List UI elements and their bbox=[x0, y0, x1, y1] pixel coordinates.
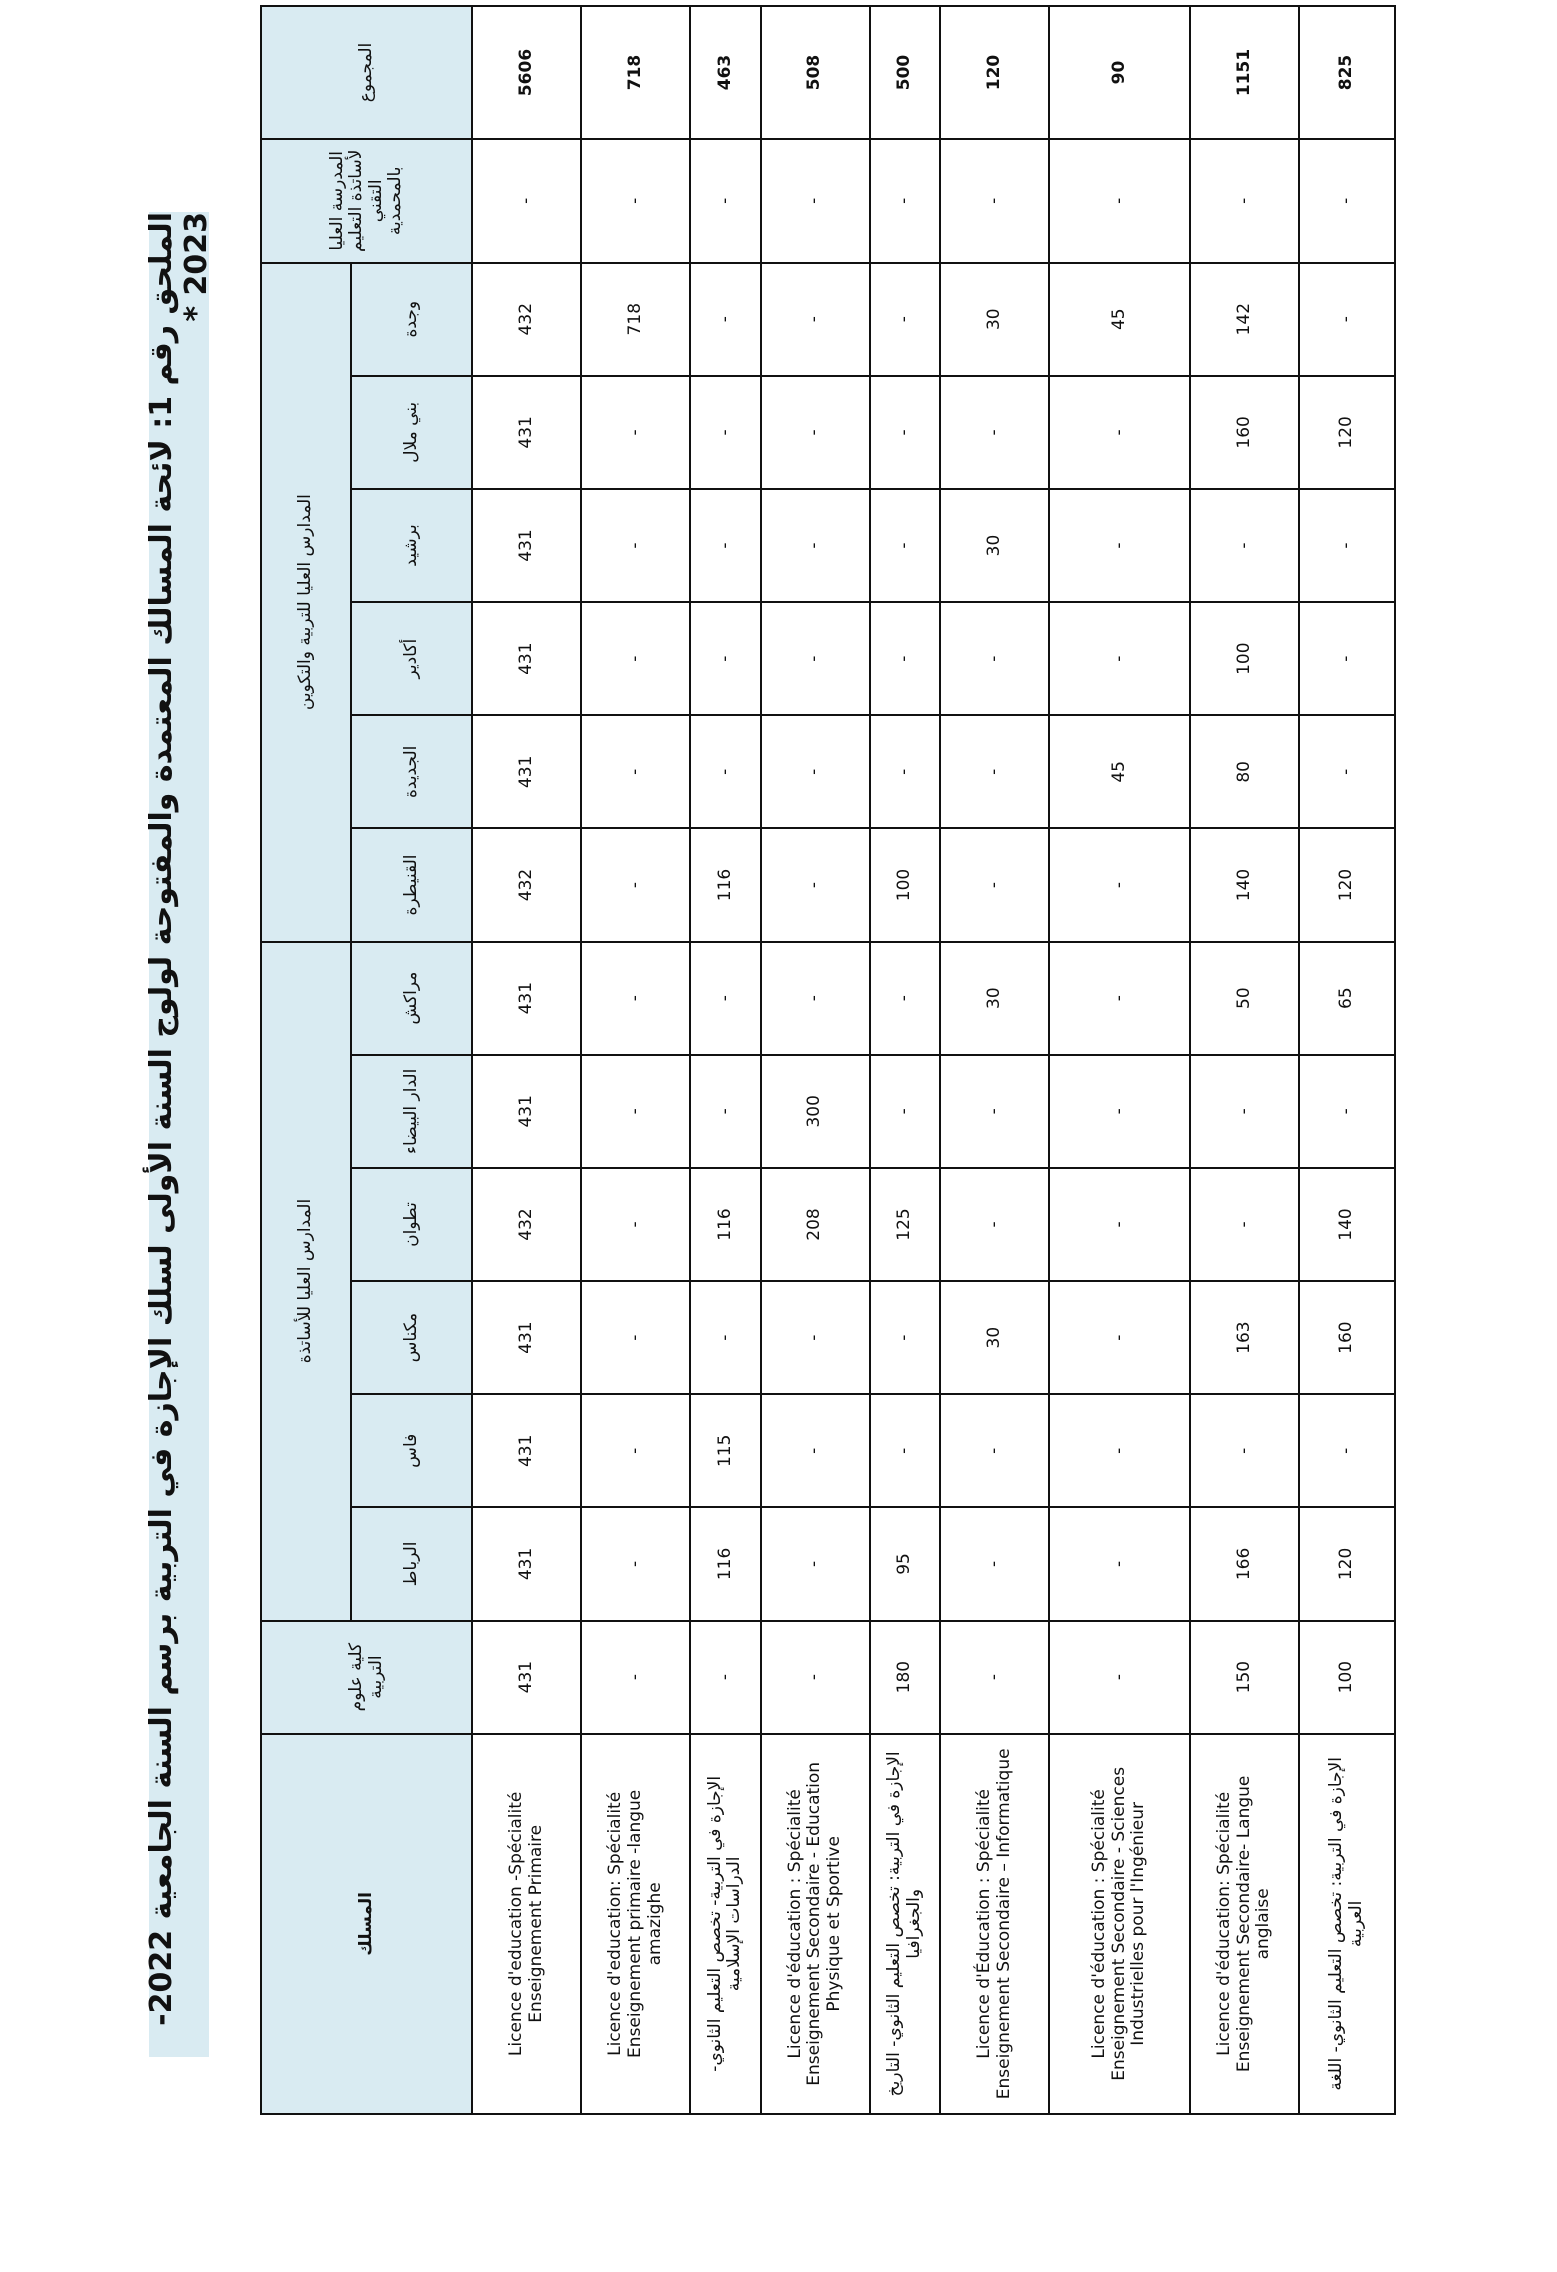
row-training-value: 432 bbox=[472, 263, 581, 376]
table-row bbox=[472, 6, 581, 2114]
row-training-value: 142 bbox=[1190, 263, 1299, 376]
row-training-value: - bbox=[761, 828, 870, 941]
row-training-value: - bbox=[1049, 828, 1190, 941]
row-training-value: 80 bbox=[1190, 715, 1299, 828]
row-technical-school: - bbox=[1299, 139, 1395, 263]
row-teachers-value: 431 bbox=[472, 1507, 581, 1620]
row-teachers-value: - bbox=[1049, 942, 1190, 1055]
row-training-value: 718 bbox=[581, 263, 690, 376]
row-teachers-value: 50 bbox=[1190, 942, 1299, 1055]
table-row bbox=[940, 6, 1049, 2114]
header-track: المسلك bbox=[261, 1734, 472, 2114]
row-training-value: 100 bbox=[1190, 602, 1299, 715]
row-teachers-value: - bbox=[870, 1055, 940, 1168]
row-total: 1151 bbox=[1190, 6, 1299, 139]
table-row bbox=[1190, 6, 1299, 2114]
row-training-value: - bbox=[1299, 602, 1395, 715]
row-teachers-value: - bbox=[1049, 1055, 1190, 1168]
row-faculty: 431 bbox=[472, 1621, 581, 1734]
table-row bbox=[581, 6, 690, 2114]
row-teachers-value: - bbox=[581, 1055, 690, 1168]
row-training-value: 116 bbox=[690, 828, 760, 941]
row-training-value: 140 bbox=[1190, 828, 1299, 941]
page-title: الملحق رقم 1: لائحة المسالك المعتمدة والمفتوحة لولوج السنة الأولى لسلك الإجازة في التربية برسم السنة الجامعية 2022-2023 * bbox=[149, 212, 209, 2057]
row-training-value: - bbox=[690, 602, 760, 715]
row-teachers-value: 431 bbox=[472, 1394, 581, 1507]
row-teachers-value: 300 bbox=[761, 1055, 870, 1168]
row-training-value: 120 bbox=[1299, 376, 1395, 489]
row-teachers-value: 125 bbox=[870, 1168, 940, 1281]
header-city: الجديدة bbox=[351, 715, 473, 828]
row-training-value: - bbox=[761, 263, 870, 376]
header-city: الدار البيضاء bbox=[351, 1055, 473, 1168]
row-track: Licence d'education: Spécialité Enseignement primaire -langue amazighe bbox=[581, 1734, 690, 2114]
row-total: 463 bbox=[690, 6, 760, 139]
row-faculty: - bbox=[690, 1621, 760, 1734]
row-technical-school: - bbox=[940, 139, 1049, 263]
row-teachers-value: 30 bbox=[940, 1281, 1049, 1394]
header-technical-school: المدرسة العليا لأساتذة التعليم التقني بالمحمدية bbox=[261, 139, 472, 263]
row-technical-school: - bbox=[870, 139, 940, 263]
row-teachers-value: - bbox=[761, 1281, 870, 1394]
row-total: 90 bbox=[1049, 6, 1190, 139]
header-city: القنيطرة bbox=[351, 828, 473, 941]
header-total: المجموع bbox=[261, 6, 472, 139]
row-training-value: - bbox=[1299, 263, 1395, 376]
row-teachers-value: 65 bbox=[1299, 942, 1395, 1055]
row-faculty: - bbox=[940, 1621, 1049, 1734]
row-track: الإجازة في التربية: تخصص التعليم الثانوي- اللغة العربية bbox=[1299, 1734, 1395, 2114]
row-teachers-value: - bbox=[870, 942, 940, 1055]
row-training-value: - bbox=[581, 376, 690, 489]
row-technical-school: - bbox=[472, 139, 581, 263]
row-total: 718 bbox=[581, 6, 690, 139]
header-city: بني ملال bbox=[351, 376, 473, 489]
row-teachers-value: - bbox=[690, 1281, 760, 1394]
row-teachers-value: - bbox=[1190, 1168, 1299, 1281]
row-training-value: - bbox=[761, 489, 870, 602]
table-row bbox=[1299, 6, 1395, 2114]
row-training-value: 431 bbox=[472, 489, 581, 602]
row-teachers-value: - bbox=[581, 1394, 690, 1507]
row-teachers-value: 115 bbox=[690, 1394, 760, 1507]
row-teachers-value: - bbox=[1190, 1055, 1299, 1168]
row-training-value: - bbox=[1049, 376, 1190, 489]
row-teachers-value: 116 bbox=[690, 1168, 760, 1281]
row-total: 825 bbox=[1299, 6, 1395, 139]
row-teachers-value: 166 bbox=[1190, 1507, 1299, 1620]
row-training-value: 431 bbox=[472, 376, 581, 489]
row-training-value: - bbox=[870, 602, 940, 715]
row-training-value: - bbox=[581, 715, 690, 828]
row-teachers-value: 140 bbox=[1299, 1168, 1395, 1281]
table-row bbox=[761, 6, 870, 2114]
row-teachers-value: 116 bbox=[690, 1507, 760, 1620]
header-group-teachers: المدارس العليا للأساتذة bbox=[261, 942, 351, 1621]
row-technical-school: - bbox=[761, 139, 870, 263]
row-track: الإجازة في التربية- تخصص التعليم الثانوي- الدراسات الإسلامية bbox=[690, 1734, 760, 2114]
row-teachers-value: - bbox=[690, 1055, 760, 1168]
row-training-value: - bbox=[940, 715, 1049, 828]
header-city: مكناس bbox=[351, 1281, 473, 1394]
row-training-value: - bbox=[581, 489, 690, 602]
row-teachers-value: 163 bbox=[1190, 1281, 1299, 1394]
row-training-value: - bbox=[1049, 602, 1190, 715]
row-training-value: 431 bbox=[472, 715, 581, 828]
row-track: Licence d'Éducation : Spécialité Enseignement Secondaire – Informatique bbox=[940, 1734, 1049, 2114]
row-track: Licence d'éducation: Spécialité Enseignement Secondaire- Langue anglaise bbox=[1190, 1734, 1299, 2114]
row-faculty: - bbox=[1049, 1621, 1190, 1734]
row-teachers-value: - bbox=[690, 942, 760, 1055]
header-row-groups bbox=[261, 6, 351, 2114]
table-row bbox=[690, 6, 760, 2114]
row-teachers-value: 30 bbox=[940, 942, 1049, 1055]
row-training-value: 160 bbox=[1190, 376, 1299, 489]
row-teachers-value: - bbox=[940, 1055, 1049, 1168]
row-teachers-value: 120 bbox=[1299, 1507, 1395, 1620]
row-training-value: - bbox=[870, 715, 940, 828]
row-teachers-value: - bbox=[940, 1394, 1049, 1507]
row-teachers-value: - bbox=[761, 942, 870, 1055]
row-track: Licence d'éducation : Spécialité Enseignement Secondaire - Sciences Industrielles pour l'Ingénieur bbox=[1049, 1734, 1190, 2114]
row-technical-school: - bbox=[1049, 139, 1190, 263]
row-teachers-value: - bbox=[940, 1168, 1049, 1281]
header-city: برشيد bbox=[351, 489, 473, 602]
row-teachers-value: 95 bbox=[870, 1507, 940, 1620]
row-technical-school: - bbox=[1190, 139, 1299, 263]
header-city: فاس bbox=[351, 1394, 473, 1507]
header-city: أكادير bbox=[351, 602, 473, 715]
row-teachers-value: - bbox=[581, 942, 690, 1055]
row-teachers-value: - bbox=[761, 1507, 870, 1620]
row-training-value: 100 bbox=[870, 828, 940, 941]
row-teachers-value: 160 bbox=[1299, 1281, 1395, 1394]
row-faculty: 150 bbox=[1190, 1621, 1299, 1734]
row-teachers-value: - bbox=[870, 1281, 940, 1394]
row-training-value: - bbox=[1190, 489, 1299, 602]
row-faculty: 180 bbox=[870, 1621, 940, 1734]
row-technical-school: - bbox=[690, 139, 760, 263]
row-track: Licence d'education -Spécialité Enseignement Primaire bbox=[472, 1734, 581, 2114]
header-city: مراكش bbox=[351, 942, 473, 1055]
row-training-value: 30 bbox=[940, 489, 1049, 602]
row-training-value: 30 bbox=[940, 263, 1049, 376]
row-training-value: 45 bbox=[1049, 715, 1190, 828]
row-training-value: - bbox=[940, 828, 1049, 941]
row-training-value: - bbox=[690, 715, 760, 828]
row-faculty: - bbox=[581, 1621, 690, 1734]
row-training-value: - bbox=[690, 376, 760, 489]
row-training-value: 431 bbox=[472, 602, 581, 715]
row-training-value: 432 bbox=[472, 828, 581, 941]
row-teachers-value: 431 bbox=[472, 1281, 581, 1394]
row-teachers-value: - bbox=[581, 1281, 690, 1394]
header-city: تطوان bbox=[351, 1168, 473, 1281]
table-row bbox=[870, 6, 940, 2114]
row-training-value: - bbox=[870, 263, 940, 376]
header-faculty: كلية علوم التربية bbox=[261, 1621, 472, 1734]
row-teachers-value: - bbox=[1049, 1507, 1190, 1620]
row-teachers-value: - bbox=[1190, 1394, 1299, 1507]
header-city: الرباط bbox=[351, 1507, 473, 1620]
row-training-value: - bbox=[870, 376, 940, 489]
row-teachers-value: 431 bbox=[472, 1055, 581, 1168]
row-training-value: - bbox=[581, 602, 690, 715]
row-teachers-value: 208 bbox=[761, 1168, 870, 1281]
row-training-value: - bbox=[761, 602, 870, 715]
row-training-value: - bbox=[761, 715, 870, 828]
row-teachers-value: - bbox=[581, 1507, 690, 1620]
table-row bbox=[1049, 6, 1190, 2114]
row-training-value: - bbox=[1299, 489, 1395, 602]
row-track: الإجازة في التربية: تخصص التعليم الثانوي- التاريخ والجغرافيا bbox=[870, 1734, 940, 2114]
row-total: 5606 bbox=[472, 6, 581, 139]
row-faculty: 100 bbox=[1299, 1621, 1395, 1734]
header-city: وجدة bbox=[351, 263, 473, 376]
row-training-value: - bbox=[1049, 489, 1190, 602]
row-training-value: - bbox=[1299, 715, 1395, 828]
row-teachers-value: - bbox=[1299, 1055, 1395, 1168]
row-training-value: - bbox=[940, 376, 1049, 489]
row-technical-school: - bbox=[581, 139, 690, 263]
row-training-value: - bbox=[581, 828, 690, 941]
row-training-value: - bbox=[690, 263, 760, 376]
row-teachers-value: - bbox=[870, 1394, 940, 1507]
tracks-table bbox=[260, 5, 1396, 2115]
row-teachers-value: - bbox=[1049, 1168, 1190, 1281]
row-faculty: - bbox=[761, 1621, 870, 1734]
row-track: Licence d'éducation : Spécialité Enseignement Secondaire - Education Physique et Sportive bbox=[761, 1734, 870, 2114]
row-total: 120 bbox=[940, 6, 1049, 139]
row-teachers-value: - bbox=[761, 1394, 870, 1507]
row-teachers-value: - bbox=[1049, 1281, 1190, 1394]
row-total: 500 bbox=[870, 6, 940, 139]
row-teachers-value: 431 bbox=[472, 942, 581, 1055]
row-training-value: 120 bbox=[1299, 828, 1395, 941]
row-teachers-value: - bbox=[940, 1507, 1049, 1620]
row-training-value: - bbox=[870, 489, 940, 602]
header-group-training: المدارس العليا للتربية والتكوين bbox=[261, 263, 351, 942]
row-teachers-value: 432 bbox=[472, 1168, 581, 1281]
row-training-value: - bbox=[940, 602, 1049, 715]
row-total: 508 bbox=[761, 6, 870, 139]
row-teachers-value: - bbox=[581, 1168, 690, 1281]
row-training-value: 45 bbox=[1049, 263, 1190, 376]
row-teachers-value: - bbox=[1049, 1394, 1190, 1507]
row-training-value: - bbox=[690, 489, 760, 602]
row-teachers-value: - bbox=[1299, 1394, 1395, 1507]
row-training-value: - bbox=[761, 376, 870, 489]
